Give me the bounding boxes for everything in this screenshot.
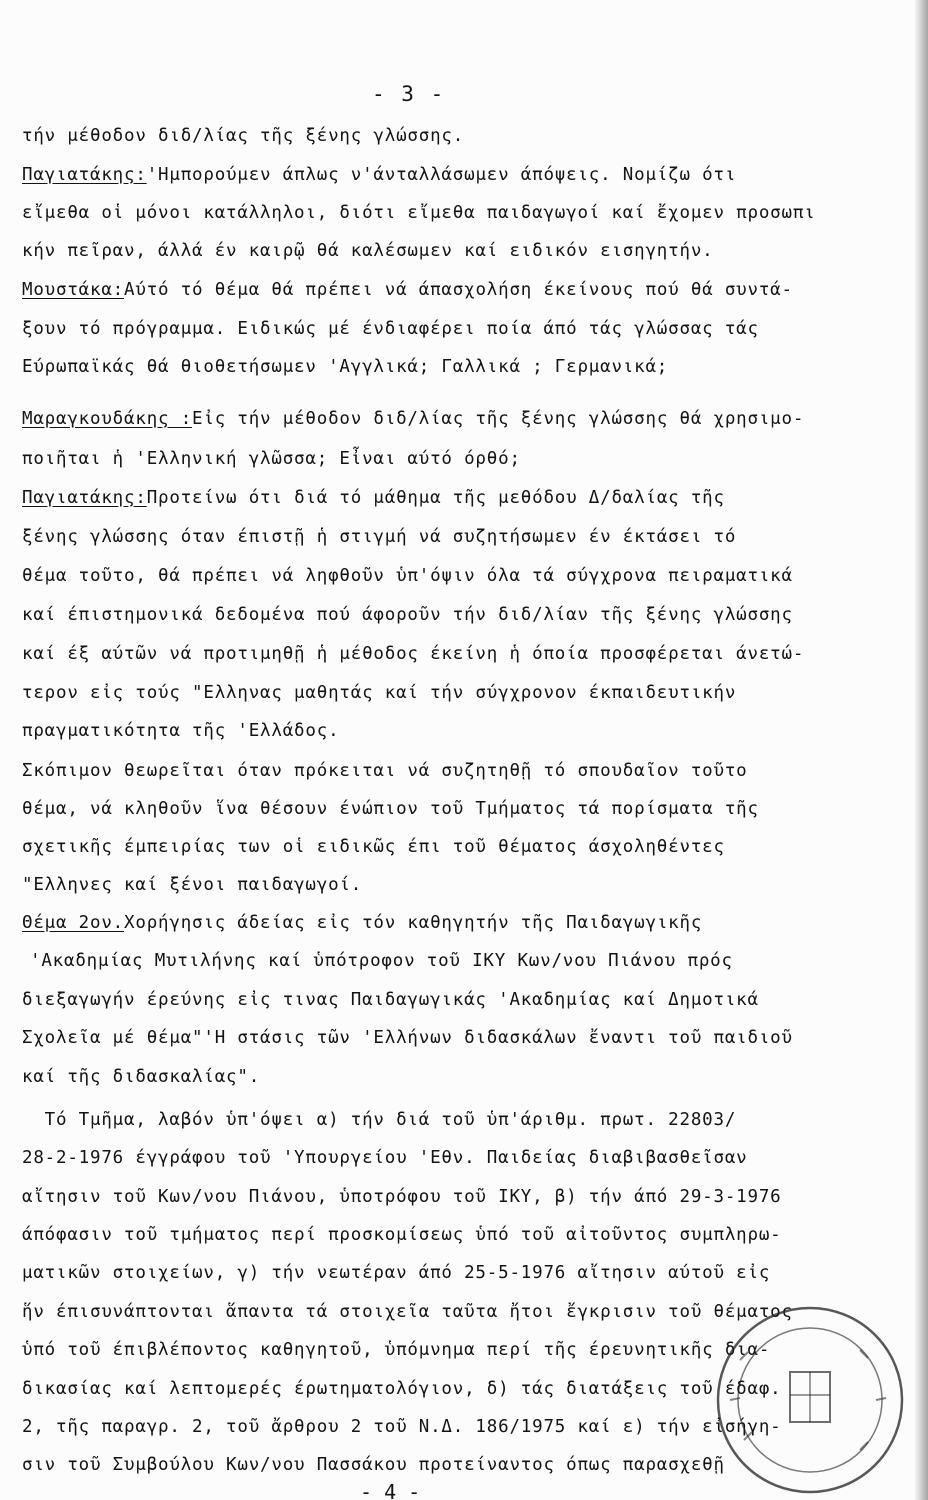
line-text: σιν τοῦ Συμβούλου Κων/νου Πασσάκου προτείναντος όπως παρασχεθῇ [22,1455,725,1475]
text-line [22,202,816,224]
line-text: 28-2-1976 έγγράφου τοῦ 'Υπουργείου 'Εθν. Παιδείας διαβιβασθεῖσαν [22,1148,748,1168]
text-line [22,565,793,587]
speaker-label: Μουστάκα: [22,280,125,300]
official-stamp-seal [700,1290,910,1500]
text-line [22,1301,793,1323]
text-line [22,989,759,1011]
line-text: τερον εἰς τούς "Ελληνας μαθητάς καί τήν σύγχρονον έκπαιδευτικήν [22,683,737,703]
line-text: ξουν τό πρόγραμμα. Ειδικώς μέ ένδιαφέρει ποία άπό τάς γλώσσας τάς [22,319,759,339]
line-text: Σχολεῖα μέ θέμα"'Η στάσις τῶν 'Ελλήνων διδασκάλων ἔναντι τοῦ παιδιοῦ [22,1028,793,1048]
text-line [22,1262,770,1284]
line-text: Εἰς τήν μέθοδον διδ/λίας τῆς ξένης γλώσσης θά χρησιμο- [192,409,805,429]
text-line [22,643,804,665]
line-text: πραγματικότητα τῆς 'Ελλάδος. [22,721,340,741]
line-text: σχετικῆς έμπειρίας των οἱ ειδικῶς έπι τοῦ θέματος άσχοληθέντες [22,837,725,857]
line-text: καί έξ αύτῶν νά προτιμηθῇ ἡ μέθοδος έκείνη ἡ όποία προσφέρεται άνετώ- [22,644,805,664]
line-text: ποιῆται ἡ 'Ελληνική γλῶσσα; Εἶναι αύτό όρθό; [22,449,521,469]
line-text: κήν πεῖραν, άλλά έν καιρῷ θά καλέσωμεν καί ειδικόν εισηγητήν. [22,241,714,261]
line-text: ξένης γλώσσης όταν έπιστῇ ἡ στιγμή νά συζητήσωμεν έν έκτάσει τό [22,527,737,547]
line-text: καί έπιστημονικά δεδομένα πού άφοροῦν τήν διδ/λίαν τῆς ξένης γλώσσης [22,605,793,625]
text-line [22,279,793,301]
text-line [22,487,725,509]
line-text: 'Ημπορούμεν άπλως ν'άνταλλάσωμεν άπόψεις. Νομίζω ότι [146,165,737,185]
page-number: - 3 - [372,82,446,106]
text-line [22,318,759,340]
speaker-label: Μαραγκουδάκης : [22,409,193,429]
line-text: 'Ακαδημίας Μυτιλήνης καί ὑπότροφον τοῦ ΙΚΥ Κων/νου Πιάνου πρός [30,951,733,971]
line-text: 2, τῆς παραγρ. 2, τοῦ ἄρθρου 2 τοῦ Ν.Δ. 186/1975 καί ε) τήν εἰσήγη- [22,1417,782,1437]
text-line [22,1186,782,1208]
text-line [22,912,702,934]
text-line [22,604,793,626]
text-line [22,798,759,820]
line-text: Χορήγησις άδείας εἰς τόν καθηγητήν τῆς Παιδαγωγικῆς [124,913,703,933]
text-line [22,1416,782,1438]
line-text: δικασίας καί λεπτομερές έρωτηματολόγιον, δ) τάς διατάξεις τοῦ έδαφ. [22,1379,782,1399]
line-text: θέμα, νά κληθοῦν ἵνα θέσουν ένώπιον τοῦ Τμήματος τά πορίσματα τῆς [22,799,759,819]
line-text: Σκόπιμον θεωρεῖται όταν πρόκειται νά συζητηθῇ τό σπουδαῖον τοῦτο [22,761,748,781]
text-line [30,950,733,972]
line-text: καί τῆς διδασκαλίας". [22,1067,261,1087]
line-text: τήν μέθοδον διδ/λίας τῆς ξένης γλώσσης. [22,126,465,146]
text-line [22,408,804,430]
line-text: αἴτησιν τοῦ Κων/νου Πιάνου, ὑποτρόφου τοῦ ΙΚΥ, β) τήν άπό 29-3-1976 [22,1187,782,1207]
line-text: Προτείνω ότι διά τό μάθημα τῆς μεθόδου Δ/δαλίας τῆς [146,488,725,508]
text-line [22,1109,736,1131]
line-text: ματικῶν στοιχείων, γ) τήν νεωτέραν άπό 25-5-1976 αἴτησιν αύτοῦ εἰς [22,1263,771,1283]
text-line [22,760,748,782]
text-line [22,1454,725,1476]
line-text: Τό Τμῆμα, λαβόν ὑπ'όψει α) τήν διά τοῦ ὑπ'άριθμ. πρωτ. 22803/ [22,1110,737,1130]
text-line [22,1224,782,1246]
line-text: άπόφασιν τοῦ τμήματος περί προσκομίσεως ὑπό τοῦ αἰτοῦντος συμπληρω- [22,1225,782,1245]
line-text: διεξαγωγήν έρεύνης εἰς τινας Παιδαγωγικάς 'Ακαδημίας καί Δημοτικά [22,990,759,1010]
scan-edge-shadow [914,0,928,1500]
speaker-label: Παγιατάκης: [22,488,147,508]
text-line [22,164,736,186]
line-text: θέμα τοῦτο, θά πρέπει νά ληφθοῦν ὑπ'όψιν όλα τά σύγχρονα πειραματικά [22,566,793,586]
text-line [22,1066,260,1088]
text-line [22,682,736,704]
line-text: Αύτό τό θέμα θά πρέπει νά άπασχολήση έκείνους πού θά συντά- [124,280,793,300]
text-line [22,240,714,262]
text-line [22,526,736,548]
text-line [22,874,362,896]
line-text: ὑπό τοῦ έπιβλέποντος καθηγητοῦ, ὑπόμνημα περί τῆς έρευνητικῆς δια- [22,1340,771,1360]
text-line [22,356,668,378]
text-line [22,1027,793,1049]
text-line [22,1339,770,1361]
text-line [22,720,339,742]
line-text: "Ελληνες καί ξένοι παιδαγωγοί. [22,875,363,895]
text-line [22,1378,782,1400]
text-line [22,1147,748,1169]
line-text: εἴμεθα οἱ μόνοι κατάλληλοι, διότι εἴμεθα παιδαγωγοί καί ἔχομεν προσωπι [22,203,816,223]
next-page-mark: - 4 - [360,1480,421,1500]
speaker-label: Παγιατάκης: [22,165,147,185]
line-text: ἥν έπισυνάπτονται ἅπαντα τά στοιχεῖα ταῦτα ἤτοι ἔγκρισιν τοῦ θέματος [22,1302,793,1322]
speaker-label: Θέμα 2ον. [22,913,125,933]
line-text: Εύρωπαϊκάς θά θιοθετήσωμεν 'Αγγλικά; Γαλλικά ; Γερμανικά; [22,357,669,377]
text-line [22,448,521,470]
text-line [22,836,725,858]
text-line [22,125,464,147]
